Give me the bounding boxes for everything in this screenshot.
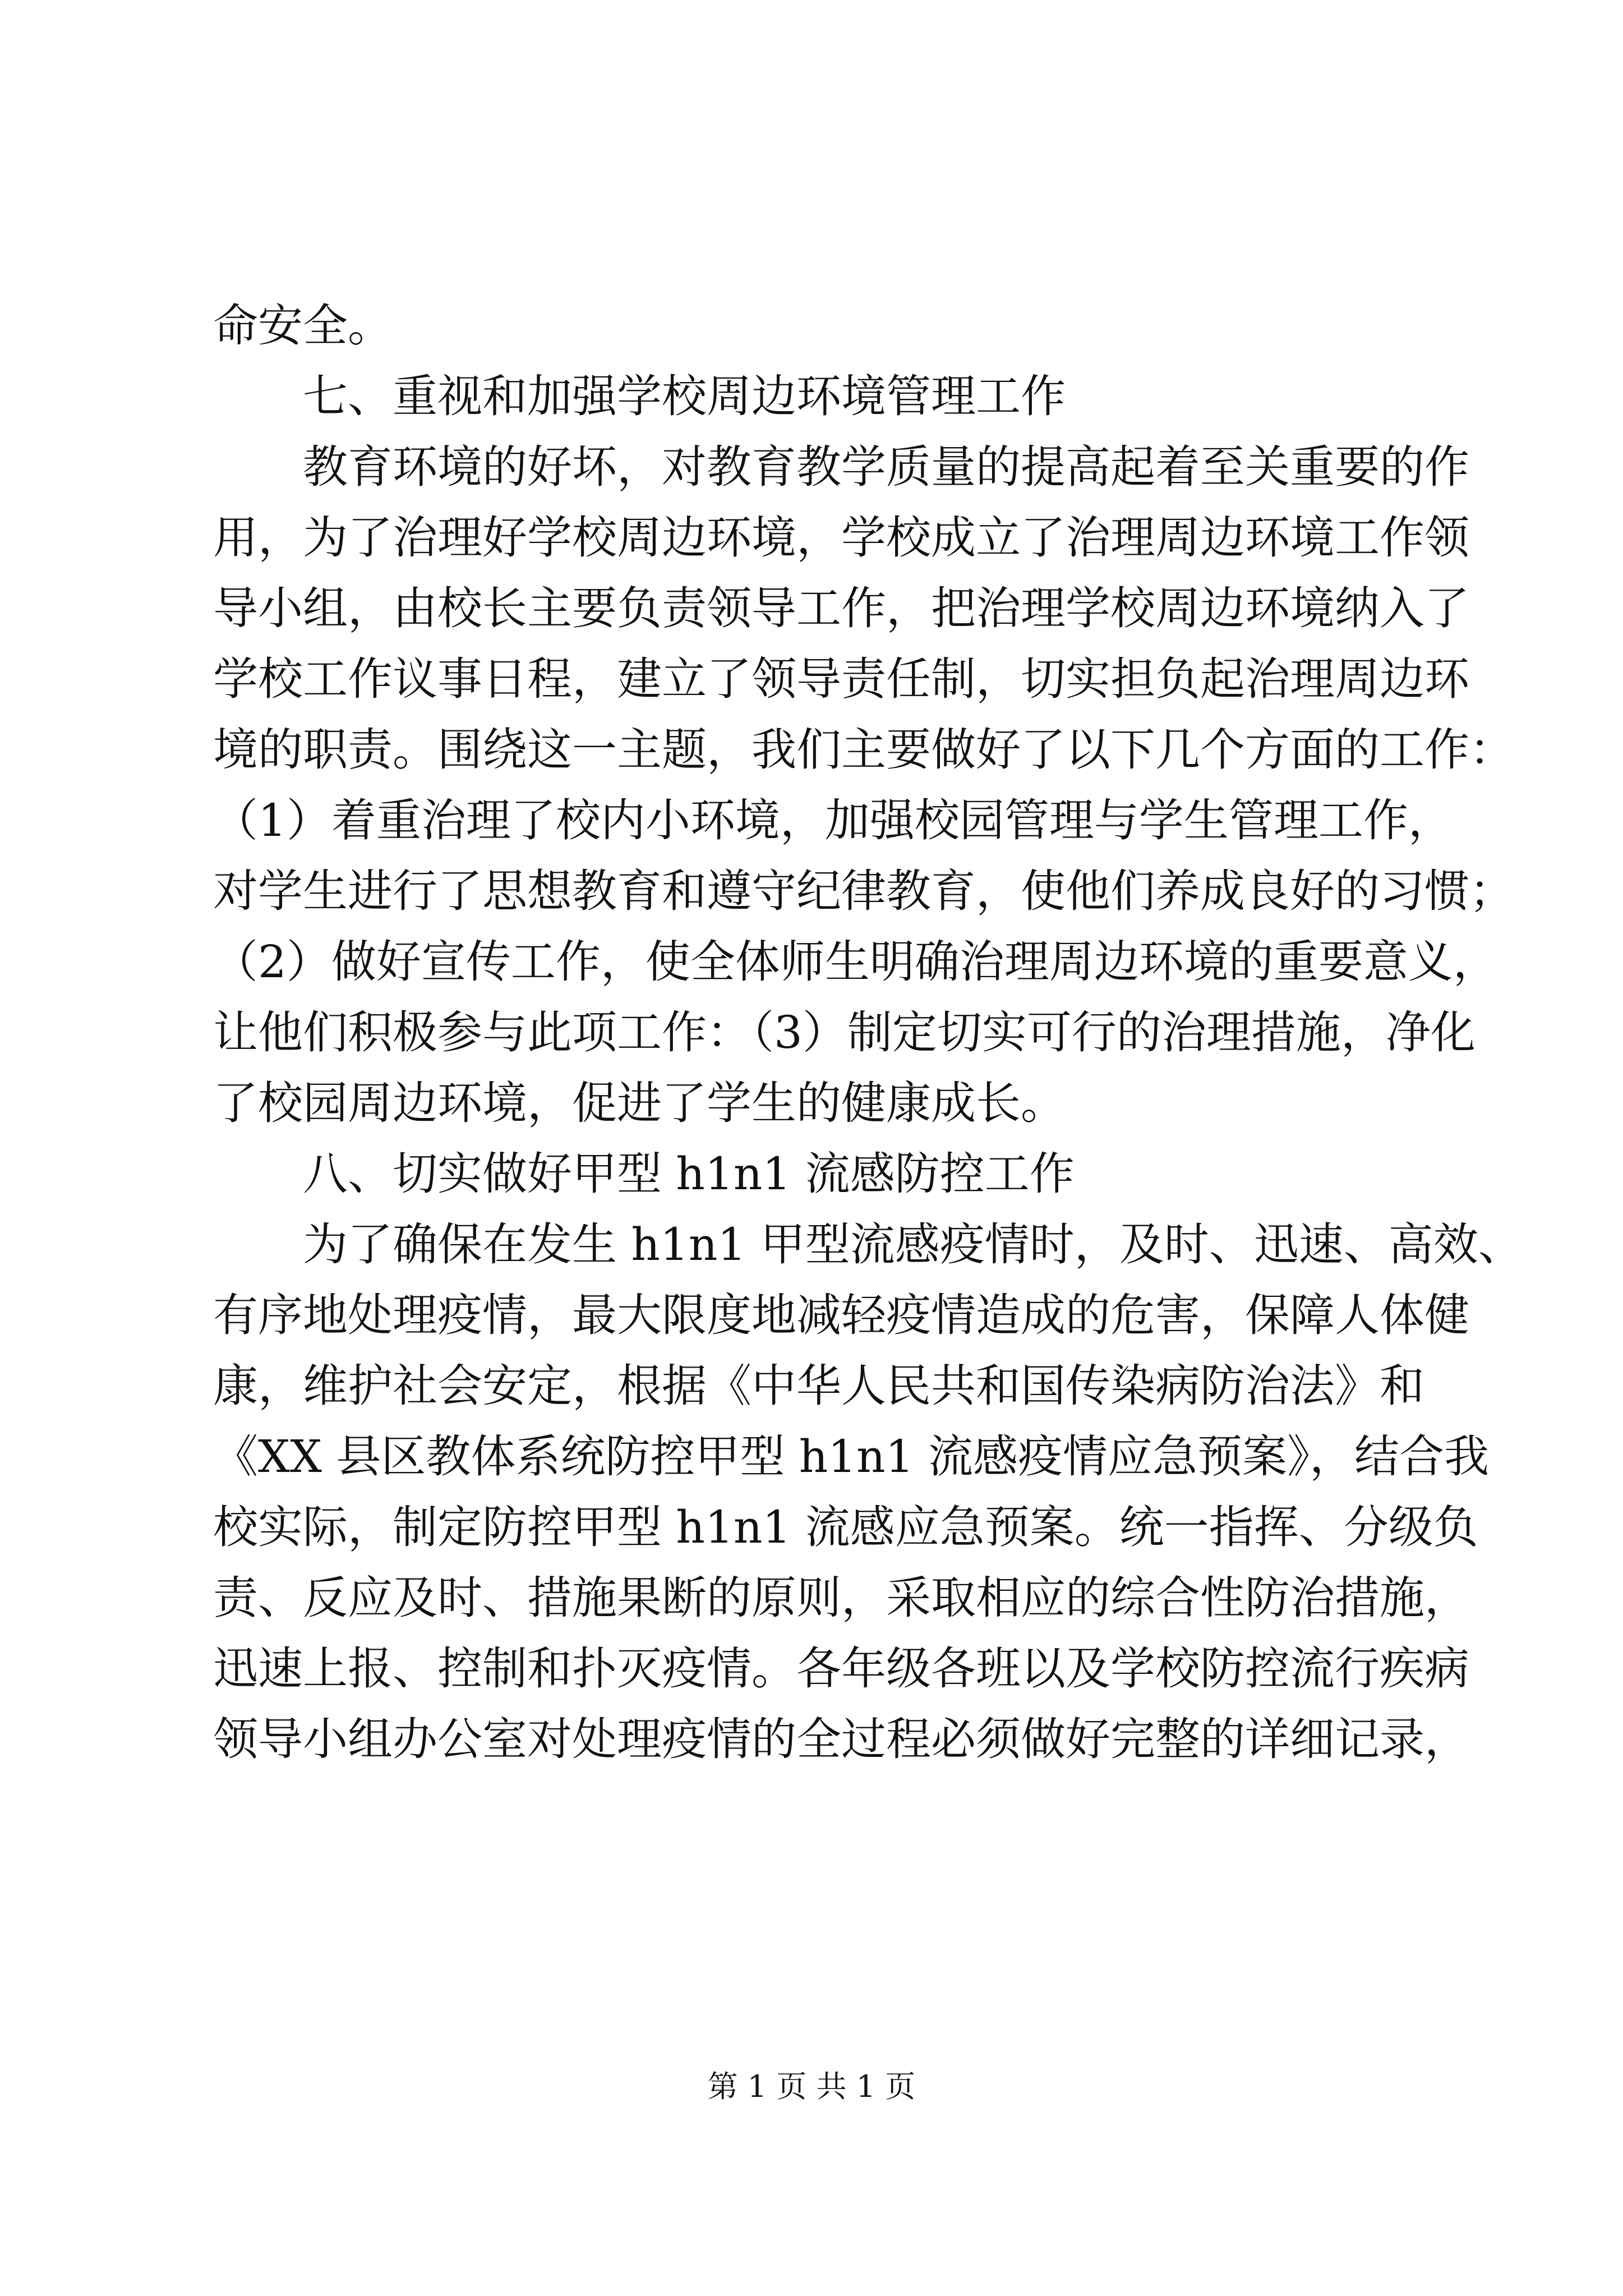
- text-line: 导小组，由校长主要负责领导工作，把治理学校周边环境纳入了: [213, 582, 1469, 634]
- text-line: 命安全。: [213, 300, 393, 352]
- page-number-footer: 第 1 页 共 1 页: [707, 2069, 916, 2104]
- text-line: （2）做好宣传工作，使全体师生明确治理周边环境的重要意义，: [213, 936, 1498, 988]
- text-line: （1）着重治理了校内小环境，加强校园管理与学生管理工作，: [213, 794, 1453, 846]
- text-line: 为了确保在发生 h1n1 甲型流感疫情时，及时、迅速、高效、: [303, 1218, 1523, 1271]
- section-heading-8: 八、切实做好甲型 h1n1 流感防控工作: [303, 1148, 1075, 1200]
- section-heading-7: 七、重视和加强学校周边环境管理工作: [303, 370, 1066, 422]
- text-line: 《XX 县区教体系统防控甲型 h1n1 流感疫情应急预案》，结合我: [213, 1430, 1490, 1483]
- text-line: 责、反应及时、措施果断的原则，采取相应的综合性防治措施，: [213, 1572, 1469, 1624]
- text-line: 校实际，制定防控甲型 h1n1 流感应急预案。统一指挥、分级负: [213, 1501, 1478, 1553]
- text-line: 教育环境的好坏，对教育教学质量的提高起着至关重要的作: [303, 441, 1469, 493]
- text-line: 让他们积极参与此项工作：（3）制定切实可行的治理措施，净化: [213, 1006, 1476, 1059]
- text-line: 领导小组办公室对处理疫情的全过程必须做好完整的详细记录，: [213, 1713, 1469, 1765]
- text-line: 境的职责。围绕这一主题，我们主要做好了以下几个方面的工作：: [213, 724, 1514, 776]
- text-line: 迅速上报、控制和扑灭疫情。各年级各班以及学校防控流行疾病: [213, 1642, 1469, 1695]
- text-line: 了校园周边环境，促进了学生的健康成长。: [213, 1077, 1066, 1129]
- document-body: [213, 291, 1523, 1775]
- text-line: 学校工作议事日程，建立了领导责任制，切实担负起治理周边环: [213, 653, 1469, 705]
- text-line: 用，为了治理好学校周边环境，学校成立了治理周边环境工作领: [213, 512, 1469, 564]
- text-line: 有序地处理疫情，最大限度地减轻疫情造成的危害，保障人体健: [213, 1289, 1469, 1341]
- text-line: 康，维护社会安定，根据《中华人民共和国传染病防治法》和: [213, 1360, 1424, 1412]
- text-line: 对学生进行了思想教育和遵守纪律教育，使他们养成良好的习惯；: [213, 865, 1514, 917]
